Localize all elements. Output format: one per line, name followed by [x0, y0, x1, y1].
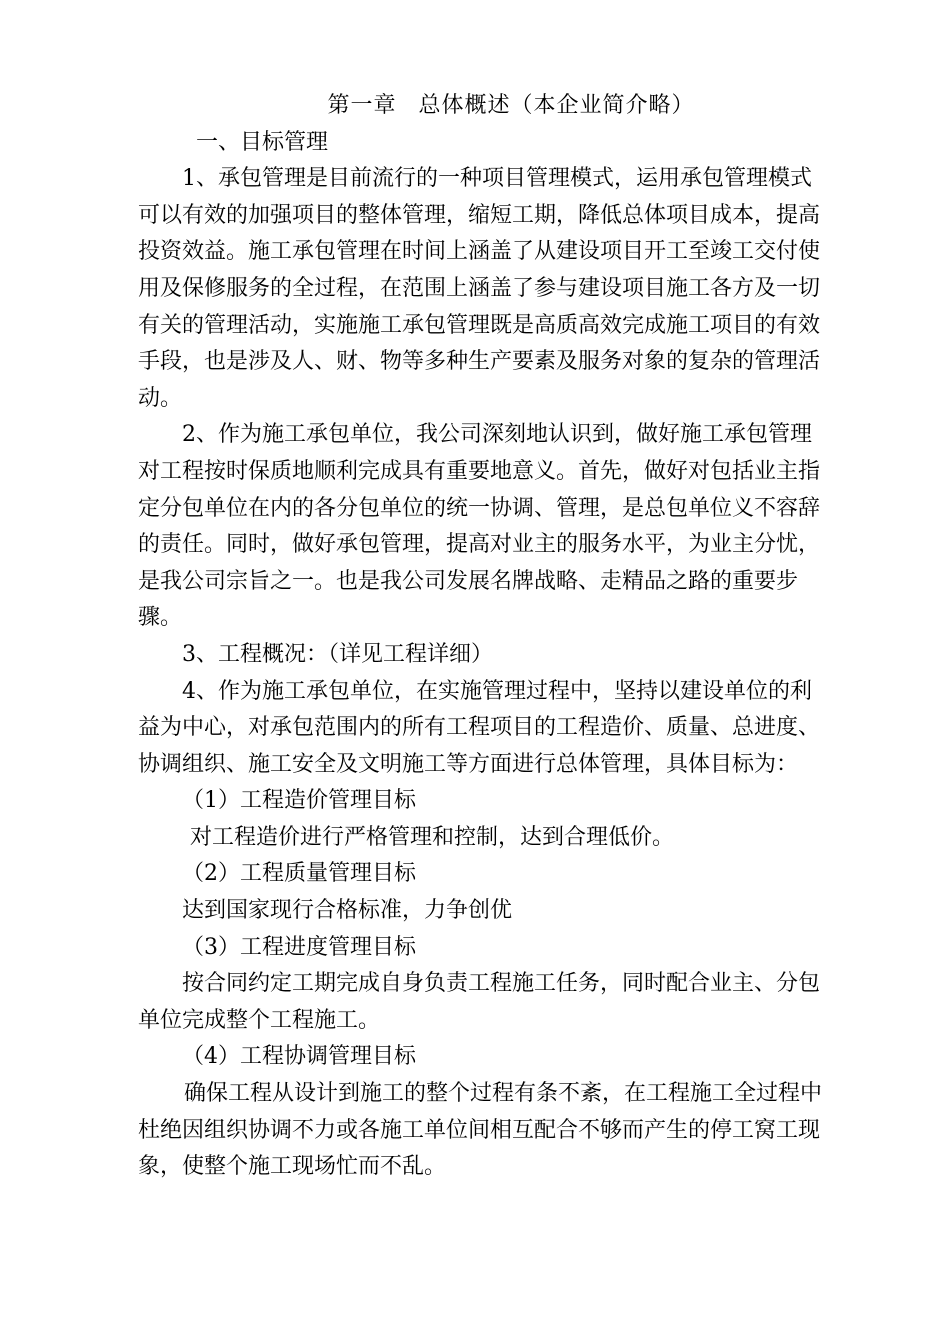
target-body-schedule: 按合同约定工期完成自身负责工程施工任务，同时配合业主、分包单位完成整个工程施工。: [138, 971, 821, 1033]
paragraph-3: 3、工程概况：（详见工程详细）: [182, 641, 493, 667]
chapter-name: 总体概述（本企业简介略）: [418, 93, 695, 118]
target-body-cost: 对工程造价进行严格管理和控制，达到合理低价。: [190, 824, 675, 850]
paragraph-1: 1、承包管理是目前流行的一种项目管理模式，运用承包管理模式可以有效的加强项目的整体管理，缩短工期，降低总体项目成本，提高投资效益。施工承包管理在时间上涵盖了从建设项目开工至竣工交付使用及保修服务的全过程，在范围上涵盖了参与建设项目施工各方及一切有关的管理活动，实施施工承包管理既是高质高效完成施工项目的有效手段，也是涉及人、财、物等多种生产要素及服务对象的复杂的管理活动。: [138, 166, 821, 411]
paragraph-4: 4、作为施工承包单位，在实施管理过程中，坚持以建设单位的利益为中心，对承包范围内的所有工程项目的工程造价、质量、总进度、协调组织、施工安全及文明施工等方面进行总体管理，具体目标为：: [138, 678, 821, 777]
document-body: [138, 88, 824, 1186]
target-heading-cost: （1）工程造价管理目标: [182, 788, 416, 814]
section-heading: 一、目标管理: [196, 129, 329, 155]
target-heading-coordination: （4）工程协调管理目标: [182, 1044, 416, 1070]
target-heading-schedule: （3）工程进度管理目标: [182, 934, 416, 960]
target-heading-quality: （2）工程质量管理目标: [182, 861, 416, 887]
target-body-coordination: 确保工程从设计到施工的整个过程有条不紊，在工程施工全过程中杜绝因组织协调不力或各施工单位间相互配合不够而产生的停工窝工现象，使整个施工现场忙而不乱。: [138, 1081, 823, 1180]
target-body-quality: 达到国家现行合格标准，力争创优: [182, 898, 513, 924]
chapter-title: [138, 88, 824, 125]
chapter-number: 第一章: [327, 93, 397, 118]
paragraph-2: 2、作为施工承包单位，我公司深刻地认识到，做好施工承包管理对工程按时保质地顺利完成具有重要地意义。首先，做好对包括业主指定分包单位在内的各分包单位的统一协调、管理，是总包单位义不容辞的责任。同时，做好承包管理，提高对业主的服务水平，为业主分忧，是我公司宗旨之一。也是我公司发展名牌战略、走精品之路的重要步骤。: [138, 422, 821, 631]
